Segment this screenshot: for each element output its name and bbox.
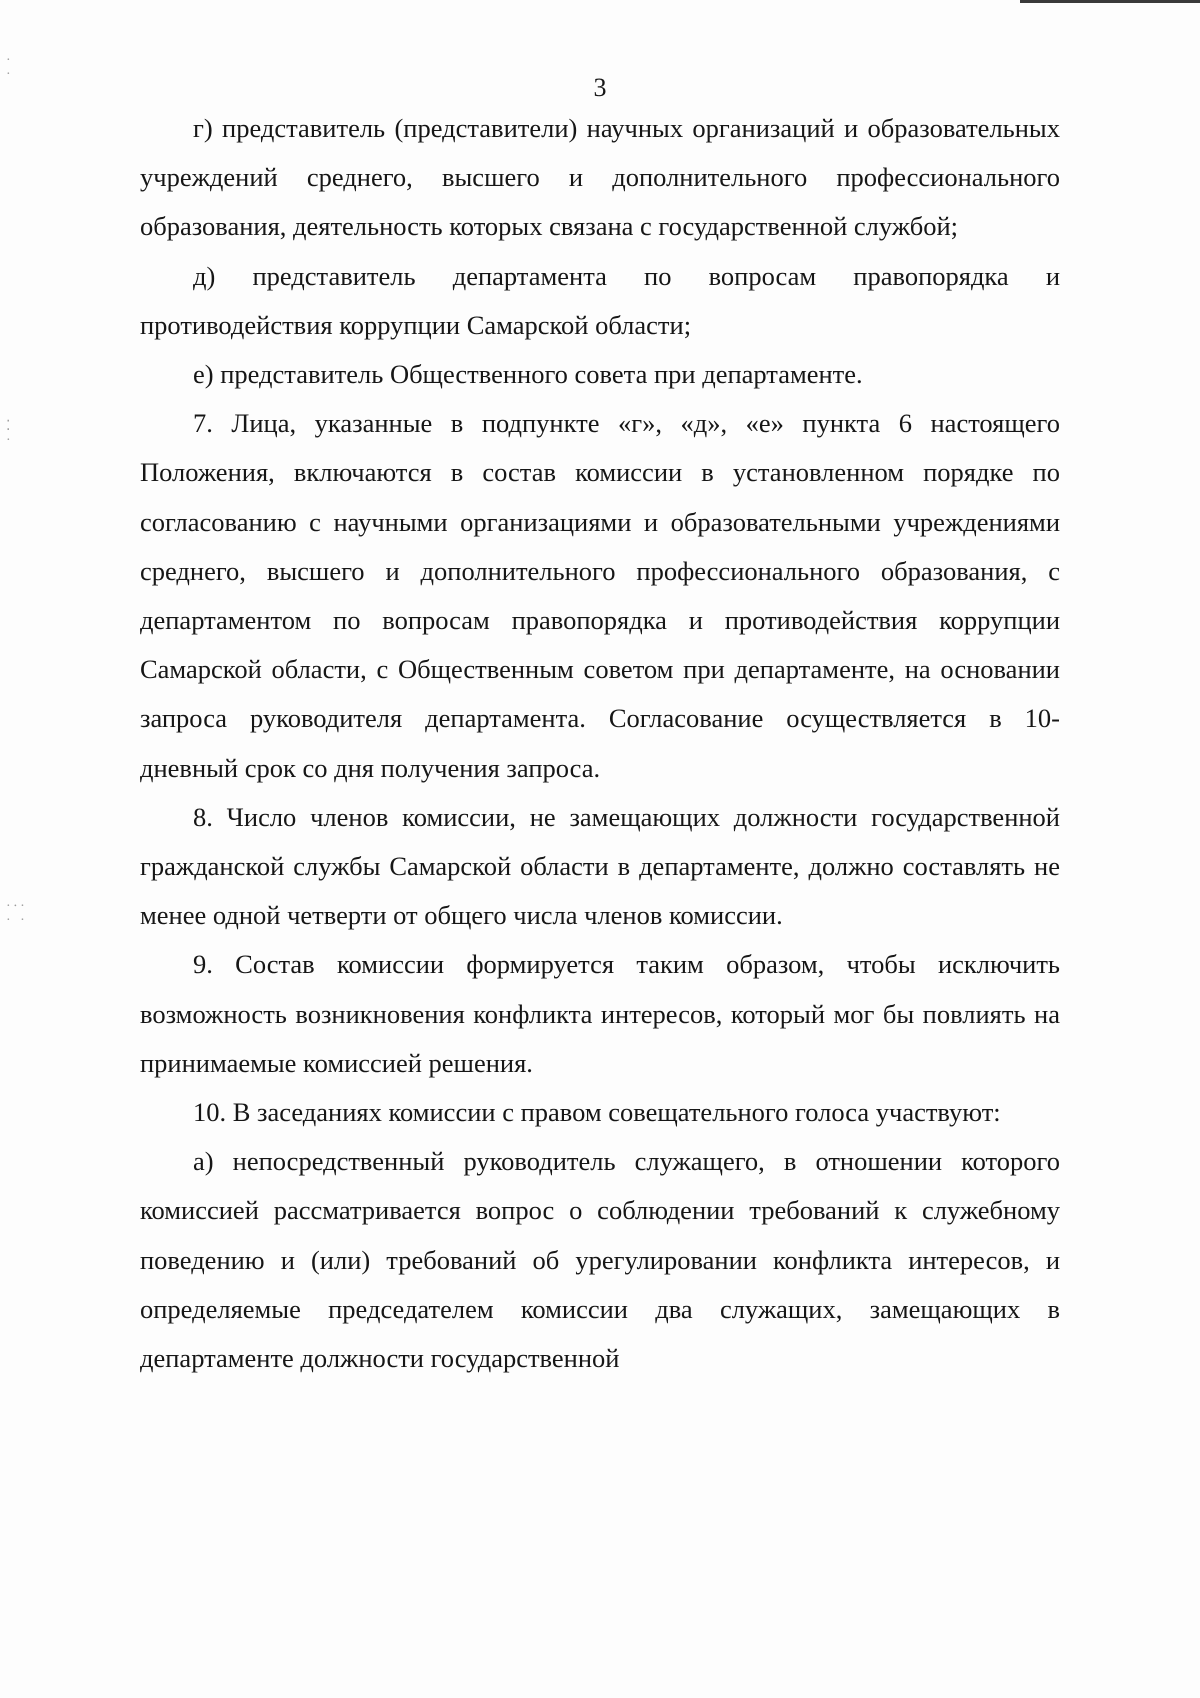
paragraph-d: д) представитель департамента по вопросам правопорядка и противодействия коррупции Самарской области; [140, 260, 1060, 340]
top-edge-rule [1020, 0, 1200, 3]
document-body [140, 104, 1060, 1383]
scan-artifact: ·∙· · · [6, 899, 28, 928]
paragraph-g: г) представитель (представители) научных организаций и образовательных учреждений среднего, высшего и дополнительного профессионального образования, деятельность которых связана с государственной службой; [140, 113, 1060, 242]
paragraph-e: е) представитель Общественного совета при департаменте. [193, 359, 863, 390]
scan-artifact: ⁚ · [6, 419, 14, 448]
paragraph-10: 10. В заседаниях комиссии с правом совещательного голоса участвуют: [193, 1097, 1001, 1128]
scan-artifact: · · [6, 53, 14, 82]
paragraph-a: а) непосредственный руководитель служащего, в отношении которого комиссией рассматривается вопрос о соблюдении требований к служебному поведению и (или) требований об урегулировании конфликта интересов, и определяемые председателем комиссии два служащих, замещающих в департаменте должности государственной [140, 1146, 1060, 1374]
page-number: 3 [593, 73, 607, 102]
paragraph-7: 7. Лица, указанные в подпункте «г», «д», «е» пункта 6 настоящего Положения, включаются в состав комиссии в установленном порядке по согласованию с научными организациями и образовательными учреждениями среднего, высшего и дополнительного профессионального образования, с департаментом по вопросам правопорядка и противодействия коррупции Самарской области, с Общественным советом при департаменте, на основании запроса руководителя департамента. Согласование осуществляется в 10-дневный срок со дня получения запроса. [140, 408, 1060, 783]
paragraph-9: 9. Состав комиссии формируется таким образом, чтобы исключить возможность возникновения конфликта интересов, который мог бы повлиять на принимаемые комиссией решения. [140, 949, 1060, 1078]
paragraph-8: 8. Число членов комиссии, не замещающих должности государственной гражданской службы Самарской области в департаменте, должно составлять не менее одной четверти от общего числа членов комиссии. [140, 801, 1060, 931]
